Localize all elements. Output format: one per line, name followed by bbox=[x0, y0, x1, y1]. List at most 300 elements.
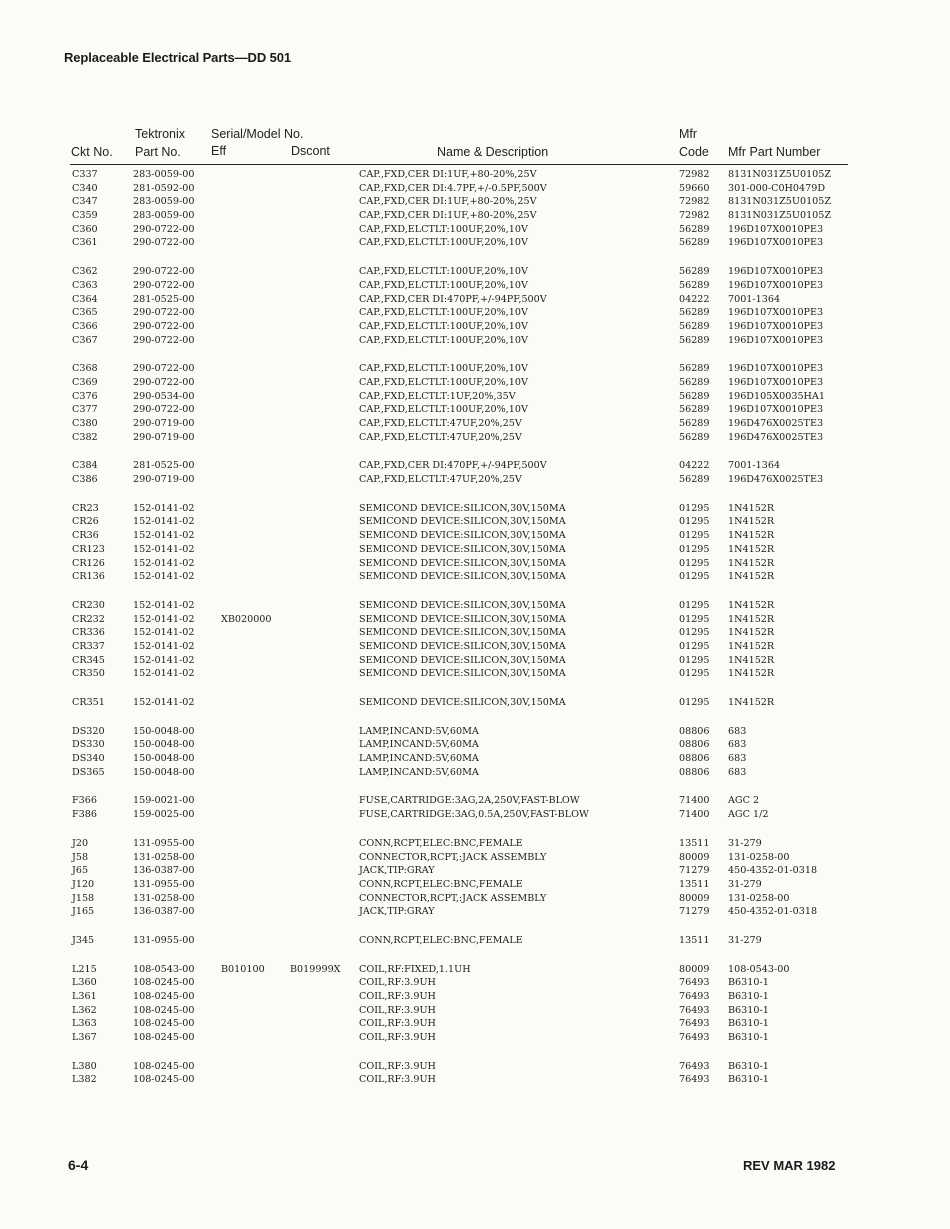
ckt-no-cell: C384 bbox=[72, 460, 98, 472]
mfr-code-cell: 56289 bbox=[679, 363, 710, 375]
name-description-cell: COIL,RF:3.9UH bbox=[359, 1074, 436, 1086]
part-no-cell: 150-0048-00 bbox=[133, 753, 195, 765]
mfr-part-number-cell: 31-279 bbox=[728, 837, 762, 849]
mfr-code-cell: 80009 bbox=[679, 851, 710, 863]
mfr-code-cell: 56289 bbox=[679, 474, 710, 486]
mfr-code-cell: 80009 bbox=[679, 892, 710, 904]
mfr-code-cell: 13511 bbox=[679, 934, 710, 946]
ckt-no-cell: L367 bbox=[72, 1032, 97, 1044]
mfr-part-number-cell: 450-4352-01-0318 bbox=[728, 865, 818, 877]
table-row bbox=[0, 864, 950, 878]
table-row bbox=[0, 794, 950, 808]
mfr-code-cell: 08806 bbox=[679, 725, 710, 737]
ckt-no-cell: CR23 bbox=[72, 502, 99, 514]
mfr-part-number-cell: 683 bbox=[728, 766, 747, 778]
part-no-cell: 136-0387-00 bbox=[133, 865, 195, 877]
part-no-cell: 290-0722-00 bbox=[133, 334, 195, 346]
name-description-cell: LAMP,INCAND:5V,60MA bbox=[359, 766, 479, 778]
ckt-no-cell: C364 bbox=[72, 293, 98, 305]
ckt-no-cell: J20 bbox=[72, 837, 89, 849]
part-no-cell: 281-0525-00 bbox=[133, 293, 195, 305]
row-group bbox=[0, 459, 950, 486]
part-no-cell: 108-0245-00 bbox=[133, 991, 195, 1002]
mfr-code-cell: 56289 bbox=[679, 223, 710, 235]
row-group bbox=[0, 963, 950, 1045]
table-row bbox=[0, 195, 950, 209]
table-row bbox=[0, 851, 950, 865]
table-row bbox=[0, 293, 950, 307]
column-headers bbox=[0, 127, 950, 167]
part-no-cell: 131-0955-00 bbox=[133, 934, 195, 946]
mfr-part-number-cell: B6310-1 bbox=[728, 1074, 769, 1086]
name-description-cell: SEMICOND DEVICE:SILICON,30V,150MA bbox=[359, 543, 566, 555]
mfr-part-number-cell: 1N4152R bbox=[728, 502, 775, 514]
mfr-part-number-cell: 196D107X0010PE3 bbox=[728, 307, 824, 319]
part-no-cell: 281-0525-00 bbox=[133, 460, 195, 472]
ckt-no-cell: DS365 bbox=[72, 766, 105, 778]
name-description-cell: JACK,TIP:GRAY bbox=[359, 906, 435, 918]
row-group bbox=[0, 599, 950, 681]
mfr-code-cell: 01295 bbox=[679, 640, 710, 652]
table-row bbox=[0, 626, 950, 640]
mfr-part-number-cell: 1N4152R bbox=[728, 697, 775, 708]
ckt-no-cell: L215 bbox=[72, 963, 97, 975]
table-row bbox=[0, 209, 950, 223]
ckt-no-cell: DS340 bbox=[72, 753, 105, 765]
part-no-cell: 108-0245-00 bbox=[133, 1004, 195, 1016]
ckt-no-cell: C368 bbox=[72, 363, 98, 375]
table-row bbox=[0, 362, 950, 376]
ckt-no-cell: L363 bbox=[72, 1018, 97, 1030]
mfr-code-cell: 71279 bbox=[679, 906, 710, 918]
mfr-code-cell: 01295 bbox=[679, 516, 710, 528]
mfr-code-cell: 01295 bbox=[679, 654, 710, 666]
mfr-part-number-cell: AGC 2 bbox=[728, 795, 760, 807]
ckt-no-cell: DS320 bbox=[72, 725, 105, 737]
part-no-cell: 283-0059-00 bbox=[133, 169, 195, 180]
part-no-cell: 290-0719-00 bbox=[133, 431, 195, 443]
name-description-cell: CAP.,FXD,ELCTLT:47UF,20%,25V bbox=[359, 418, 522, 429]
table-row bbox=[0, 766, 950, 780]
mfr-part-number-cell: 1N4152R bbox=[728, 599, 775, 611]
mfr-code-cell: 71400 bbox=[679, 809, 710, 821]
mfr-code-cell: 56289 bbox=[679, 404, 710, 416]
part-no-cell: 152-0141-02 bbox=[133, 668, 195, 680]
mfr-part-number-cell: 1N4152R bbox=[728, 516, 775, 528]
name-description-cell: COIL,RF:3.9UH bbox=[359, 1060, 436, 1072]
table-row bbox=[0, 529, 950, 543]
part-no-cell: 152-0141-02 bbox=[133, 697, 195, 708]
table-row bbox=[0, 667, 950, 681]
ckt-no-cell: J58 bbox=[72, 851, 89, 863]
part-no-cell: 290-0534-00 bbox=[133, 390, 195, 402]
name-description-cell: CAP.,FXD,ELCTLT:100UF,20%,10V bbox=[359, 237, 528, 249]
part-no-cell: 152-0141-02 bbox=[133, 599, 195, 611]
ckt-no-cell: J165 bbox=[72, 906, 95, 918]
part-no-cell: 152-0141-02 bbox=[133, 654, 195, 666]
mfr-part-number-cell: 7001-1364 bbox=[728, 293, 781, 305]
col-head-dscont: Dscont bbox=[291, 144, 330, 158]
part-no-cell: 108-0245-00 bbox=[133, 977, 195, 989]
header-rule bbox=[70, 164, 848, 165]
name-description-cell: COIL,RF:3.9UH bbox=[359, 1004, 436, 1016]
table-row bbox=[0, 1031, 950, 1045]
name-description-cell: LAMP,INCAND:5V,60MA bbox=[359, 753, 479, 765]
ckt-no-cell: CR337 bbox=[72, 640, 105, 652]
part-no-cell: 159-0025-00 bbox=[133, 809, 195, 821]
mfr-code-cell: 71279 bbox=[679, 865, 710, 877]
name-description-cell: SEMICOND DEVICE:SILICON,30V,150MA bbox=[359, 627, 566, 639]
mfr-code-cell: 76493 bbox=[679, 1060, 710, 1072]
part-no-cell: 290-0722-00 bbox=[133, 279, 195, 291]
part-no-cell: 108-0245-00 bbox=[133, 1074, 195, 1086]
table-row bbox=[0, 892, 950, 906]
mfr-part-number-cell: B6310-1 bbox=[728, 1018, 769, 1030]
ckt-no-cell: C367 bbox=[72, 334, 98, 346]
table-row bbox=[0, 963, 950, 977]
part-no-cell: 150-0048-00 bbox=[133, 739, 195, 751]
table-row bbox=[0, 265, 950, 279]
part-no-cell: 290-0719-00 bbox=[133, 474, 195, 486]
name-description-cell: SEMICOND DEVICE:SILICON,30V,150MA bbox=[359, 668, 566, 680]
ckt-no-cell: CR123 bbox=[72, 543, 105, 555]
table-row bbox=[0, 990, 950, 1004]
mfr-part-number-cell: 683 bbox=[728, 725, 747, 737]
name-description-cell: LAMP,INCAND:5V,60MA bbox=[359, 739, 479, 751]
name-description-cell: CAP.,FXD,ELCTLT:100UF,20%,10V bbox=[359, 279, 528, 291]
name-description-cell: COIL,RF:3.9UH bbox=[359, 977, 436, 989]
ckt-no-cell: C340 bbox=[72, 182, 98, 194]
mfr-part-number-cell: 196D476X0025TE3 bbox=[728, 474, 824, 486]
mfr-part-number-cell: 196D476X0025TE3 bbox=[728, 431, 824, 443]
ckt-no-cell: CR36 bbox=[72, 530, 99, 542]
mfr-part-number-cell: 8131N031Z5U0105Z bbox=[728, 169, 832, 180]
part-no-cell: 283-0059-00 bbox=[133, 210, 195, 222]
name-description-cell: COIL,RF:3.9UH bbox=[359, 1018, 436, 1030]
mfr-part-number-cell: 108-0543-00 bbox=[728, 963, 790, 975]
table-row bbox=[0, 752, 950, 766]
col-head-mfr: Mfr bbox=[679, 127, 698, 141]
table-row bbox=[0, 599, 950, 613]
name-description-cell: CAP.,FXD,ELCTLT:100UF,20%,10V bbox=[359, 376, 528, 388]
col-head-mfr-part-number: Mfr Part Number bbox=[728, 145, 821, 159]
table-row bbox=[0, 320, 950, 334]
name-description-cell: CAP.,FXD,CER DI:4.7PF,+/-0.5PF,500V bbox=[359, 182, 547, 194]
mfr-part-number-cell: B6310-1 bbox=[728, 1060, 769, 1072]
table-row bbox=[0, 543, 950, 557]
ckt-no-cell: C337 bbox=[72, 169, 98, 180]
ckt-no-cell: CR136 bbox=[72, 571, 105, 583]
mfr-code-cell: 56289 bbox=[679, 320, 710, 332]
part-no-cell: 283-0059-00 bbox=[133, 196, 195, 208]
table-row bbox=[0, 182, 950, 196]
mfr-part-number-cell: 196D107X0010PE3 bbox=[728, 320, 824, 332]
part-no-cell: 152-0141-02 bbox=[133, 571, 195, 583]
mfr-code-cell: 72982 bbox=[679, 196, 710, 208]
mfr-code-cell: 76493 bbox=[679, 1074, 710, 1086]
row-group bbox=[0, 725, 950, 780]
name-description-cell: FUSE,CARTRIDGE:3AG,0.5A,250V,FAST-BLOW bbox=[359, 809, 589, 821]
part-no-cell: 108-0245-00 bbox=[133, 1032, 195, 1044]
mfr-code-cell: 71400 bbox=[679, 795, 710, 807]
table-row bbox=[0, 696, 950, 710]
table-row bbox=[0, 640, 950, 654]
mfr-part-number-cell: 8131N031Z5U0105Z bbox=[728, 196, 832, 208]
name-description-cell: CONN,RCPT,ELEC:BNC,FEMALE bbox=[359, 837, 523, 849]
name-description-cell: SEMICOND DEVICE:SILICON,30V,150MA bbox=[359, 599, 566, 611]
ckt-no-cell: C363 bbox=[72, 279, 98, 291]
mfr-part-number-cell: 131-0258-00 bbox=[728, 892, 790, 904]
name-description-cell: CONN,RCPT,ELEC:BNC,FEMALE bbox=[359, 934, 523, 946]
name-description-cell: CONNECTOR,RCPT,:JACK ASSEMBLY bbox=[359, 851, 547, 863]
name-description-cell: COIL,RF:FIXED,1.1UH bbox=[359, 963, 471, 975]
mfr-code-cell: 56289 bbox=[679, 431, 710, 443]
part-no-cell: 131-0955-00 bbox=[133, 837, 195, 849]
mfr-code-cell: 01295 bbox=[679, 502, 710, 514]
part-no-cell: 152-0141-02 bbox=[133, 530, 195, 542]
name-description-cell: CAP.,FXD,ELCTLT:100UF,20%,10V bbox=[359, 223, 528, 235]
mfr-part-number-cell: 196D107X0010PE3 bbox=[728, 376, 824, 388]
ckt-no-cell: J65 bbox=[72, 865, 89, 877]
mfr-part-number-cell: 1N4152R bbox=[728, 640, 775, 652]
table-row bbox=[0, 1060, 950, 1074]
part-no-cell: 152-0141-02 bbox=[133, 640, 195, 652]
name-description-cell: COIL,RF:3.9UH bbox=[359, 991, 436, 1002]
mfr-part-number-cell: 196D107X0010PE3 bbox=[728, 266, 824, 278]
ckt-no-cell: L361 bbox=[72, 991, 97, 1002]
ckt-no-cell: CR350 bbox=[72, 668, 105, 680]
ckt-no-cell: C369 bbox=[72, 376, 98, 388]
name-description-cell: CAP.,FXD,CER DI:1UF,+80-20%,25V bbox=[359, 210, 537, 222]
ckt-no-cell: C380 bbox=[72, 418, 98, 429]
part-no-cell: 290-0722-00 bbox=[133, 223, 195, 235]
mfr-code-cell: 01295 bbox=[679, 668, 710, 680]
mfr-part-number-cell: 1N4152R bbox=[728, 543, 775, 555]
mfr-code-cell: 56289 bbox=[679, 390, 710, 402]
mfr-part-number-cell: 1N4152R bbox=[728, 557, 775, 569]
name-description-cell: CAP.,FXD,CER DI:470PF,+/-94PF,500V bbox=[359, 293, 547, 305]
ckt-no-cell: C347 bbox=[72, 196, 98, 208]
mfr-part-number-cell: 31-279 bbox=[728, 934, 762, 946]
mfr-part-number-cell: 1N4152R bbox=[728, 627, 775, 639]
ckt-no-cell: L380 bbox=[72, 1060, 97, 1072]
ckt-no-cell: C359 bbox=[72, 210, 98, 222]
ckt-no-cell: CR351 bbox=[72, 697, 105, 708]
ckt-no-cell: J158 bbox=[72, 892, 95, 904]
ckt-no-cell: C376 bbox=[72, 390, 98, 402]
mfr-code-cell: 56289 bbox=[679, 279, 710, 291]
ckt-no-cell: F366 bbox=[72, 795, 97, 807]
mfr-part-number-cell: 683 bbox=[728, 753, 747, 765]
mfr-part-number-cell: 1N4152R bbox=[728, 668, 775, 680]
ckt-no-cell: J120 bbox=[72, 878, 95, 890]
ckt-no-cell: C366 bbox=[72, 320, 98, 332]
revision-date: REV MAR 1982 bbox=[743, 1158, 836, 1173]
table-row bbox=[0, 417, 950, 431]
name-description-cell: SEMICOND DEVICE:SILICON,30V,150MA bbox=[359, 502, 566, 514]
table-row bbox=[0, 557, 950, 571]
mfr-code-cell: 76493 bbox=[679, 1004, 710, 1016]
page-number: 6-4 bbox=[68, 1157, 89, 1173]
mfr-part-number-cell: 683 bbox=[728, 739, 747, 751]
name-description-cell: CAP.,FXD,ELCTLT:47UF,20%,25V bbox=[359, 474, 522, 486]
row-group bbox=[0, 265, 950, 347]
table-row bbox=[0, 976, 950, 990]
name-description-cell: CAP.,FXD,ELCTLT:100UF,20%,10V bbox=[359, 334, 528, 346]
name-description-cell: CAP.,FXD,ELCTLT:100UF,20%,10V bbox=[359, 363, 528, 375]
name-description-cell: SEMICOND DEVICE:SILICON,30V,150MA bbox=[359, 613, 566, 625]
mfr-part-number-cell: B6310-1 bbox=[728, 1032, 769, 1044]
mfr-code-cell: 08806 bbox=[679, 766, 710, 778]
part-no-cell: 152-0141-02 bbox=[133, 557, 195, 569]
parts-table bbox=[0, 168, 950, 1102]
mfr-code-cell: 04222 bbox=[679, 460, 710, 472]
mfr-code-cell: 01295 bbox=[679, 599, 710, 611]
part-no-cell: 290-0722-00 bbox=[133, 266, 195, 278]
table-row bbox=[0, 725, 950, 739]
dscont-serial-cell: B019999X bbox=[290, 963, 341, 975]
part-no-cell: 150-0048-00 bbox=[133, 725, 195, 737]
mfr-part-number-cell: 1N4152R bbox=[728, 530, 775, 542]
ckt-no-cell: C386 bbox=[72, 474, 98, 486]
name-description-cell: CAP.,FXD,ELCTLT:100UF,20%,10V bbox=[359, 404, 528, 416]
mfr-part-number-cell: 31-279 bbox=[728, 878, 762, 890]
mfr-code-cell: 76493 bbox=[679, 991, 710, 1002]
mfr-part-number-cell: B6310-1 bbox=[728, 977, 769, 989]
name-description-cell: SEMICOND DEVICE:SILICON,30V,150MA bbox=[359, 530, 566, 542]
page-header-title: Replaceable Electrical Parts—DD 501 bbox=[64, 50, 292, 65]
mfr-part-number-cell: 196D105X0035HA1 bbox=[728, 390, 825, 402]
part-no-cell: 290-0722-00 bbox=[133, 404, 195, 416]
name-description-cell: CAP.,FXD,ELCTLT:47UF,20%,25V bbox=[359, 431, 522, 443]
name-description-cell: SEMICOND DEVICE:SILICON,30V,150MA bbox=[359, 654, 566, 666]
mfr-code-cell: 01295 bbox=[679, 571, 710, 583]
mfr-part-number-cell: 7001-1364 bbox=[728, 460, 781, 472]
part-no-cell: 150-0048-00 bbox=[133, 766, 195, 778]
mfr-code-cell: 13511 bbox=[679, 837, 710, 849]
mfr-code-cell: 72982 bbox=[679, 169, 710, 180]
name-description-cell: CAP.,FXD,CER DI:1UF,+80-20%,25V bbox=[359, 169, 537, 180]
row-group bbox=[0, 934, 950, 948]
mfr-part-number-cell: 1N4152R bbox=[728, 654, 775, 666]
name-description-cell: SEMICOND DEVICE:SILICON,30V,150MA bbox=[359, 571, 566, 583]
ckt-no-cell: C377 bbox=[72, 404, 98, 416]
mfr-code-cell: 13511 bbox=[679, 878, 710, 890]
part-no-cell: 152-0141-02 bbox=[133, 516, 195, 528]
mfr-code-cell: 56289 bbox=[679, 418, 710, 429]
ckt-no-cell: CR345 bbox=[72, 654, 105, 666]
mfr-part-number-cell: 196D107X0010PE3 bbox=[728, 404, 824, 416]
mfr-code-cell: 56289 bbox=[679, 307, 710, 319]
mfr-part-number-cell: 8131N031Z5U0105Z bbox=[728, 210, 832, 222]
table-row bbox=[0, 168, 950, 182]
mfr-part-number-cell: 196D476X0025TE3 bbox=[728, 418, 824, 429]
mfr-code-cell: 01295 bbox=[679, 613, 710, 625]
col-head-part-no: Part No. bbox=[135, 145, 181, 159]
mfr-part-number-cell: 131-0258-00 bbox=[728, 851, 790, 863]
row-group bbox=[0, 1060, 950, 1087]
ckt-no-cell: CR232 bbox=[72, 613, 105, 625]
mfr-code-cell: 56289 bbox=[679, 334, 710, 346]
table-row bbox=[0, 376, 950, 390]
mfr-part-number-cell: 450-4352-01-0318 bbox=[728, 906, 818, 918]
col-head-name-desc: Name & Description bbox=[437, 145, 549, 159]
col-head-tektronix: Tektronix bbox=[135, 127, 186, 141]
table-row bbox=[0, 279, 950, 293]
row-group bbox=[0, 362, 950, 444]
part-no-cell: 290-0722-00 bbox=[133, 307, 195, 319]
name-description-cell: COIL,RF:3.9UH bbox=[359, 1032, 436, 1044]
mfr-code-cell: 76493 bbox=[679, 977, 710, 989]
part-no-cell: 108-0543-00 bbox=[133, 963, 195, 975]
table-row bbox=[0, 905, 950, 919]
name-description-cell: CAP.,FXD,CER DI:470PF,+/-94PF,500V bbox=[359, 460, 547, 472]
mfr-part-number-cell: 196D107X0010PE3 bbox=[728, 334, 824, 346]
part-no-cell: 108-0245-00 bbox=[133, 1018, 195, 1030]
table-row bbox=[0, 878, 950, 892]
name-description-cell: SEMICOND DEVICE:SILICON,30V,150MA bbox=[359, 697, 566, 708]
part-no-cell: 290-0722-00 bbox=[133, 376, 195, 388]
mfr-part-number-cell: B6310-1 bbox=[728, 991, 769, 1002]
row-group bbox=[0, 168, 950, 250]
table-row bbox=[0, 334, 950, 348]
part-no-cell: 152-0141-02 bbox=[133, 627, 195, 639]
name-description-cell: SEMICOND DEVICE:SILICON,30V,150MA bbox=[359, 557, 566, 569]
mfr-code-cell: 01295 bbox=[679, 530, 710, 542]
mfr-code-cell: 01295 bbox=[679, 557, 710, 569]
name-description-cell: FUSE,CARTRIDGE:3AG,2A,250V,FAST-BLOW bbox=[359, 795, 580, 807]
col-head-code: Code bbox=[679, 145, 709, 159]
ckt-no-cell: F386 bbox=[72, 809, 97, 821]
mfr-code-cell: 01295 bbox=[679, 627, 710, 639]
table-row bbox=[0, 502, 950, 516]
name-description-cell: CONN,RCPT,ELEC:BNC,FEMALE bbox=[359, 878, 523, 890]
part-no-cell: 131-0258-00 bbox=[133, 892, 195, 904]
table-row bbox=[0, 459, 950, 473]
eff-serial-cell: B010100 bbox=[221, 963, 265, 975]
mfr-code-cell: 56289 bbox=[679, 376, 710, 388]
part-no-cell: 136-0387-00 bbox=[133, 906, 195, 918]
part-no-cell: 290-0722-00 bbox=[133, 320, 195, 332]
part-no-cell: 290-0722-00 bbox=[133, 237, 195, 249]
table-row bbox=[0, 837, 950, 851]
mfr-code-cell: 08806 bbox=[679, 739, 710, 751]
ckt-no-cell: C362 bbox=[72, 266, 98, 278]
table-row bbox=[0, 431, 950, 445]
name-description-cell: LAMP,INCAND:5V,60MA bbox=[359, 725, 479, 737]
name-description-cell: CAP.,FXD,ELCTLT:100UF,20%,10V bbox=[359, 307, 528, 319]
part-no-cell: 159-0021-00 bbox=[133, 795, 195, 807]
name-description-cell: CONNECTOR,RCPT,:JACK ASSEMBLY bbox=[359, 892, 547, 904]
mfr-code-cell: 76493 bbox=[679, 1032, 710, 1044]
mfr-part-number-cell: 196D107X0010PE3 bbox=[728, 237, 824, 249]
mfr-part-number-cell: 301-000-C0H0479D bbox=[728, 182, 826, 194]
table-row bbox=[0, 808, 950, 822]
col-head-ckt-no: Ckt No. bbox=[71, 145, 113, 159]
part-no-cell: 131-0955-00 bbox=[133, 878, 195, 890]
mfr-code-cell: 59660 bbox=[679, 182, 710, 194]
table-row bbox=[0, 223, 950, 237]
table-row bbox=[0, 236, 950, 250]
ckt-no-cell: L382 bbox=[72, 1074, 97, 1086]
part-no-cell: 281-0592-00 bbox=[133, 182, 195, 194]
mfr-code-cell: 04222 bbox=[679, 293, 710, 305]
mfr-code-cell: 56289 bbox=[679, 266, 710, 278]
mfr-code-cell: 76493 bbox=[679, 1018, 710, 1030]
ckt-no-cell: DS330 bbox=[72, 739, 105, 751]
col-head-eff: Eff bbox=[211, 144, 227, 158]
table-row bbox=[0, 403, 950, 417]
